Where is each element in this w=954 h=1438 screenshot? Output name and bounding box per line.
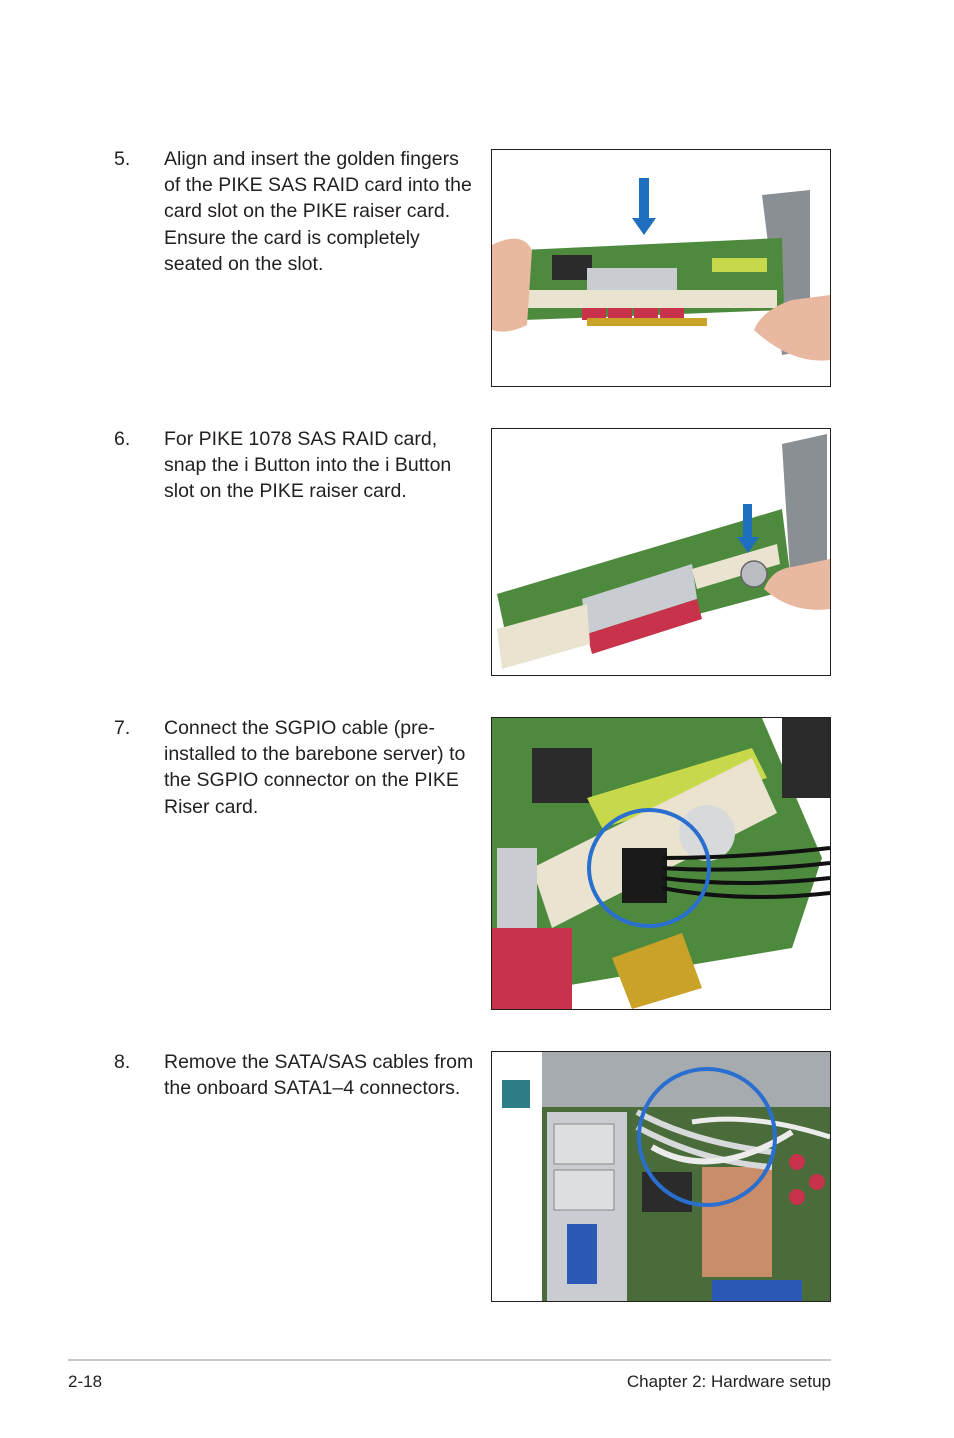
photo-insert-raid-card [491, 149, 831, 387]
step-text: For PIKE 1078 SAS RAID card, snap the i Button into the i Button slot on the PIKE raiser card. [164, 428, 452, 503]
step-number: 8. [114, 1051, 131, 1073]
page-number: 2-18 [68, 1372, 103, 1391]
photo-sgpio-cable [491, 717, 831, 1010]
photo-snap-i-button [491, 428, 831, 676]
chapter-title: Chapter 2: Hardware setup [626, 1372, 831, 1391]
step-number: 7. [114, 717, 131, 739]
step-text: Connect the SGPIO cable (pre-installed to the barebone server) to the SGPIO connector on the PIKE Riser card. [164, 717, 466, 818]
step-number: 6. [114, 428, 131, 450]
step-text: Align and insert the golden fingers of the PIKE SAS RAID card into the card slot on the PIKE raiser card. Ensure the card is completely seated on the slot. [164, 148, 472, 275]
step-number: 5. [114, 148, 131, 170]
footer-rule [68, 1359, 831, 1361]
photo-remove-sata-cables [491, 1051, 831, 1302]
step-text: Remove the SATA/SAS cables from the onboard SATA1–4 connectors. [164, 1051, 474, 1100]
